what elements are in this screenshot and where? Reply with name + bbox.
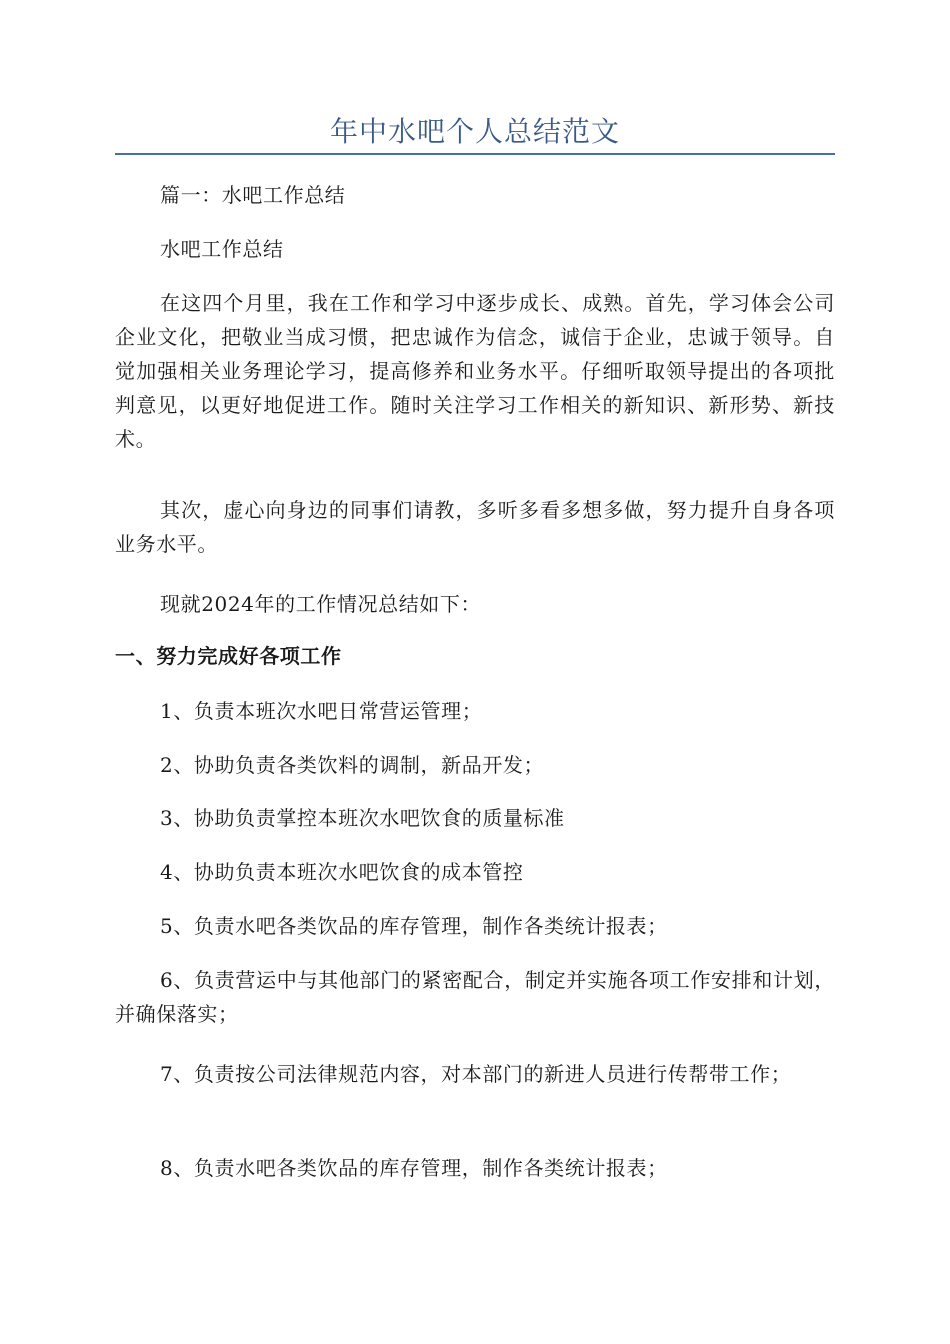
list-item: 1、负责本班次水吧日常营运管理；	[160, 699, 483, 723]
list-item: 4、协助负责本班次水吧饮食的成本管控	[160, 860, 524, 884]
list-item: 6、负责营运中与其他部门的紧密配合，制定并实施各项工作安排和计划，并确保落实；	[115, 968, 835, 1026]
intro-paragraph-1: 在这四个月里，我在工作和学习中逐步成长、成熟。首先，学习体会公司企业文化，把敬业当成习惯，把忠诚作为信念，诚信于企业，忠诚于领导。自觉加强相关业务理论学习，提高修养和业务水平。仔细听取领导提出的各项批判意见，以更好地促进工作。随时关注学习工作相关的新知识、新形势、新技术。	[115, 291, 835, 451]
list-item: 8、负责水吧各类饮品的库存管理，制作各类统计报表；	[160, 1156, 668, 1180]
intro-paragraph-2: 其次，虚心向身边的同事们请教，多听多看多想多做，努力提升自身各项业务水平。	[115, 498, 835, 556]
list-item: 7、负责按公司法律规范内容，对本部门的新进人员进行传帮带工作；	[160, 1062, 792, 1086]
page-title: 年中水吧个人总结范文	[329, 115, 620, 148]
list-item: 3、协助负责掌控本班次水吧饮食的质量标准	[160, 806, 565, 830]
list-item: 2、协助负责各类饮料的调制，新品开发；	[160, 753, 545, 777]
list-item: 5、负责水吧各类饮品的库存管理，制作各类统计报表；	[160, 914, 668, 938]
subtitle: 篇一：水吧工作总结	[160, 183, 346, 207]
title-underline	[115, 153, 835, 155]
section-heading: 一、努力完成好各项工作	[115, 644, 342, 668]
intro-paragraph-3: 现就2024年的工作情况总结如下：	[160, 592, 482, 616]
section-title: 水吧工作总结	[160, 237, 284, 261]
